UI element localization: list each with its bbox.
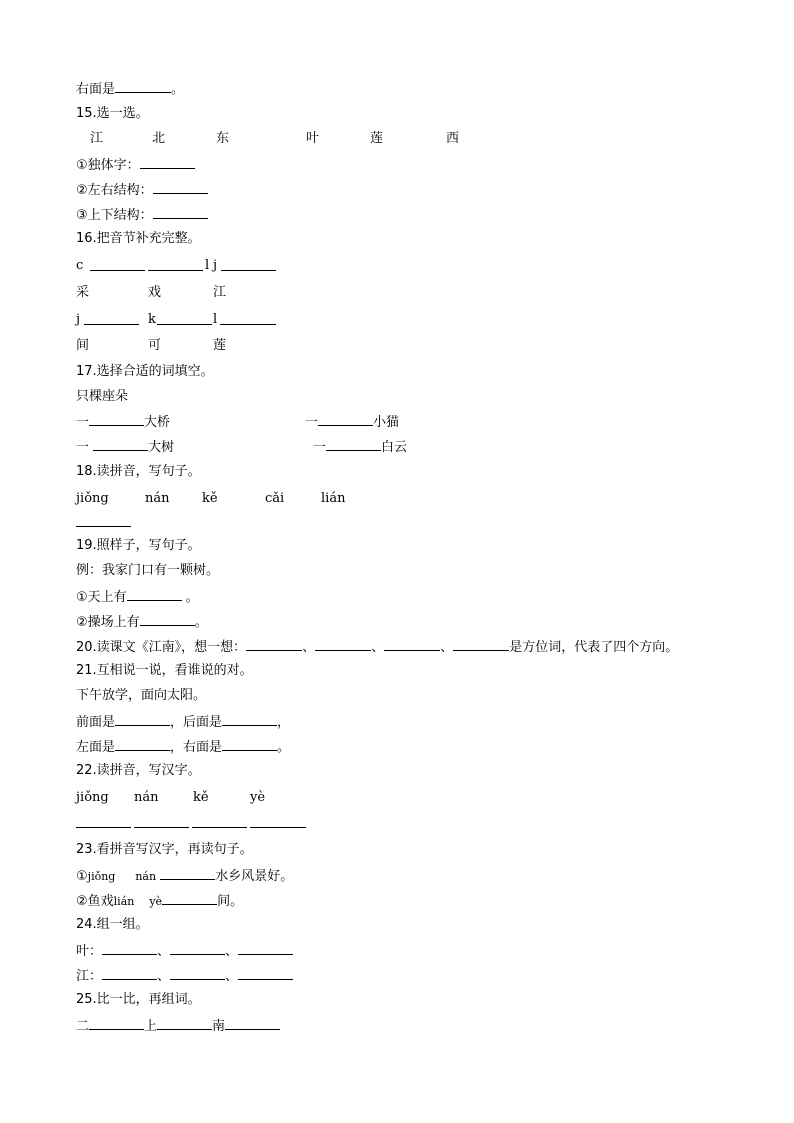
line-right-side xyxy=(76,80,184,98)
q24-row-2 xyxy=(76,967,293,985)
pinyin: nán xyxy=(145,491,170,506)
label: 江： xyxy=(76,969,103,984)
char-hint: 采 xyxy=(76,285,90,300)
label: ①独体字： xyxy=(76,158,140,173)
answer-blank[interactable] xyxy=(384,638,440,651)
separator: 、 xyxy=(371,640,385,655)
char-hint: 莲 xyxy=(213,338,227,353)
answer-blank[interactable] xyxy=(170,942,225,955)
answer-blank[interactable] xyxy=(222,738,277,751)
pinyin: lián xyxy=(321,491,346,506)
separator: 、 xyxy=(157,969,171,984)
q24-title: 24.组一组。 xyxy=(76,917,149,932)
label: 是方位词，代表了四个方向。 xyxy=(509,640,679,655)
label: ②鱼戏 xyxy=(76,894,114,909)
char-hint: 戏 xyxy=(148,285,162,300)
answer-blank[interactable] xyxy=(93,438,148,451)
label: 前面是 xyxy=(76,715,116,730)
answer-blank[interactable] xyxy=(157,1017,212,1030)
syllable-letter: l xyxy=(213,312,218,327)
q19-item-1 xyxy=(76,588,199,606)
char-hint: 可 xyxy=(148,338,162,353)
pinyin: cǎi xyxy=(265,491,285,506)
label: 一 xyxy=(76,415,90,430)
q24-row-1 xyxy=(76,942,293,960)
q15-item-1 xyxy=(76,156,195,174)
answer-blank[interactable] xyxy=(246,638,302,651)
label: 二 xyxy=(76,1019,90,1034)
q22-title: 22.读拼音，写汉字。 xyxy=(76,763,201,778)
answer-blank[interactable] xyxy=(102,942,157,955)
label: 间。 xyxy=(217,894,244,909)
answer-blank[interactable] xyxy=(140,156,195,169)
pinyin: jiǒng xyxy=(76,491,109,506)
label: ①天上有 xyxy=(76,590,127,605)
answer-blank[interactable] xyxy=(250,827,306,828)
answer-blank[interactable] xyxy=(225,1017,280,1030)
char-option: 东 xyxy=(216,131,230,146)
period: 。 xyxy=(171,82,185,97)
pinyin: jiǒng xyxy=(76,790,109,805)
q16-title: 16.把音节补充完整。 xyxy=(76,231,201,246)
syllable-letter: l xyxy=(205,258,210,273)
q15-title: 15.选一选。 xyxy=(76,106,149,121)
char-option: 叶 xyxy=(306,131,320,146)
pinyin: yè xyxy=(250,790,266,805)
label: 叶： xyxy=(76,944,103,959)
label: 右面是 xyxy=(76,82,116,97)
separator: 、 xyxy=(302,640,316,655)
answer-blank[interactable] xyxy=(157,324,212,325)
label: ，后面是 xyxy=(170,715,223,730)
label: 大树 xyxy=(148,440,175,455)
example: 例：我家门口有一颗树。 xyxy=(76,563,220,578)
answer-blank[interactable] xyxy=(160,867,215,880)
answer-blank[interactable] xyxy=(90,270,145,271)
answer-blank[interactable] xyxy=(148,270,203,271)
separator: 、 xyxy=(440,640,454,655)
answer-blank[interactable] xyxy=(162,892,217,905)
answer-blank[interactable] xyxy=(315,638,371,651)
fill-item xyxy=(76,438,174,456)
label: 南 xyxy=(212,1019,226,1034)
q19-item-2 xyxy=(76,613,208,631)
char-hint: 间 xyxy=(76,338,90,353)
pinyin: kě xyxy=(202,491,218,506)
label: ，右面是 xyxy=(170,740,223,755)
answer-blank[interactable] xyxy=(140,613,195,626)
pinyin: lián xyxy=(113,895,135,908)
char-option: 莲 xyxy=(370,131,384,146)
answer-blank[interactable] xyxy=(115,738,170,751)
answer-blank[interactable] xyxy=(453,638,509,651)
answer-blank[interactable] xyxy=(115,80,171,93)
q15-item-2 xyxy=(76,181,208,199)
label: 水乡风景好。 xyxy=(215,869,294,884)
answer-blank[interactable] xyxy=(170,967,225,980)
pinyin: jiǒng xyxy=(87,870,116,883)
label: ① xyxy=(76,869,88,884)
label: 一 xyxy=(313,440,327,455)
syllable-letter: j xyxy=(76,312,81,327)
answer-blank[interactable] xyxy=(221,270,276,271)
label: ②左右结构： xyxy=(76,183,153,198)
label: 一 xyxy=(305,415,319,430)
period: 。 xyxy=(185,590,199,605)
scene: 下午放学，面向太阳。 xyxy=(76,688,207,703)
label: 20.读课文《江南》，想一想： xyxy=(76,640,247,655)
period: 。 xyxy=(194,615,208,630)
answer-blank[interactable] xyxy=(238,967,293,980)
answer-blank[interactable] xyxy=(153,181,208,194)
comma: ， xyxy=(277,715,291,730)
answer-blank[interactable] xyxy=(89,413,144,426)
q21-row-2 xyxy=(76,738,290,756)
q20 xyxy=(76,638,678,656)
answer-blank[interactable] xyxy=(238,942,293,955)
label: 左面是 xyxy=(76,740,116,755)
q21-row-1 xyxy=(76,713,290,731)
answer-blank[interactable] xyxy=(220,324,276,325)
syllable-letter: k xyxy=(148,312,156,327)
q21-title: 21.互相说一说，看谁说的对。 xyxy=(76,663,253,678)
fill-item xyxy=(305,413,399,431)
q19-title: 19.照样子，写句子。 xyxy=(76,538,201,553)
answer-blank[interactable] xyxy=(318,413,373,426)
label: 大桥 xyxy=(144,415,171,430)
label: 小猫 xyxy=(373,415,400,430)
char-option: 江 xyxy=(90,131,104,146)
answer-blank[interactable] xyxy=(153,206,208,219)
period: 。 xyxy=(277,740,291,755)
q15-item-3 xyxy=(76,206,208,224)
answer-blank[interactable] xyxy=(222,713,277,726)
label: 白云 xyxy=(381,440,408,455)
pinyin: nán xyxy=(135,870,157,883)
syllable-letter: c xyxy=(76,258,84,273)
q23-title: 23.看拼音写汉字，再读句子。 xyxy=(76,842,253,857)
q25-row xyxy=(76,1017,280,1035)
pinyin: nán xyxy=(134,790,159,805)
separator: 、 xyxy=(157,944,171,959)
char-hint: 江 xyxy=(213,285,227,300)
fill-item xyxy=(76,413,170,431)
fill-item xyxy=(313,438,407,456)
answer-blank[interactable] xyxy=(102,967,157,980)
answer-blank[interactable] xyxy=(192,827,247,828)
pinyin: yè xyxy=(149,895,163,908)
char-option: 北 xyxy=(152,131,166,146)
answer-blank[interactable] xyxy=(76,827,131,828)
label: ②操场上有 xyxy=(76,615,140,630)
answer-blank[interactable] xyxy=(326,438,381,451)
q25-title: 25.比一比，再组词。 xyxy=(76,992,201,1007)
word-bank: 只棵座朵 xyxy=(76,389,129,404)
q18-title: 18.读拼音，写句子。 xyxy=(76,464,201,479)
pinyin: kě xyxy=(193,790,209,805)
label: 一 xyxy=(76,440,90,455)
label: ③上下结构： xyxy=(76,208,153,223)
answer-blank[interactable] xyxy=(134,827,189,828)
separator: 、 xyxy=(225,944,239,959)
answer-blank[interactable] xyxy=(115,713,170,726)
answer-blank[interactable] xyxy=(84,324,139,325)
syllable-letter: j xyxy=(213,258,218,273)
answer-blank[interactable] xyxy=(127,588,182,601)
q23-item-2 xyxy=(76,892,243,910)
q17-title: 17.选择合适的词填空。 xyxy=(76,364,214,379)
char-option: 西 xyxy=(446,131,460,146)
answer-blank[interactable] xyxy=(76,526,131,527)
answer-blank[interactable] xyxy=(89,1017,144,1030)
q23-item-1 xyxy=(76,867,293,885)
separator: 、 xyxy=(225,969,239,984)
label: 上 xyxy=(144,1019,158,1034)
